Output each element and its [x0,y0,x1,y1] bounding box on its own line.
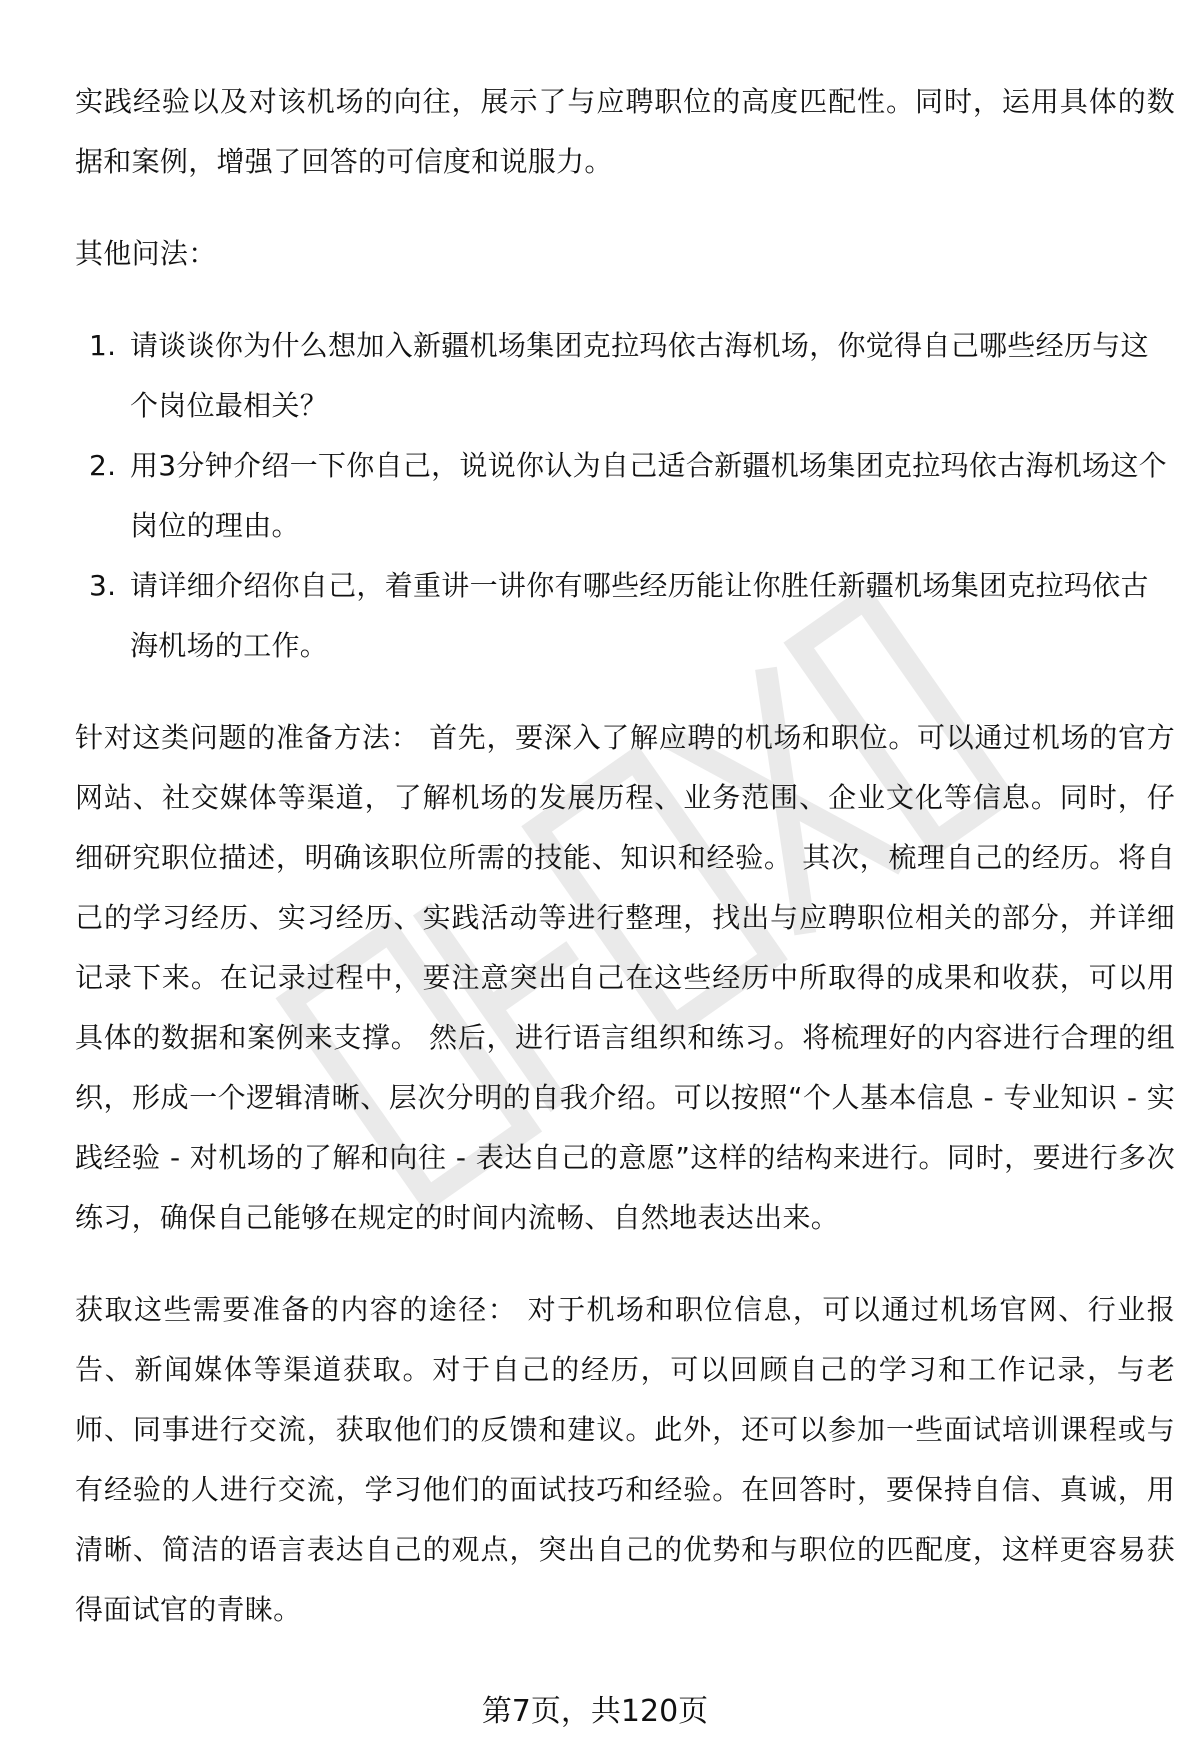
list-item-number: 2. [89,449,117,482]
list-item-text: 用3分钟介绍一下你自己，说说你认为自己适合新疆机场集团克拉玛依古海机场这个岗位的理由。 [130,449,1167,542]
document-body [75,72,1175,1640]
intro-paragraph: 实践经验以及对该机场的向往，展示了与应聘职位的高度匹配性。同时，运用具体的数据和案例，增强了回答的可信度和说服力。 [75,85,1175,178]
list-item [75,316,1175,436]
prep-method-paragraph: 针对这类问题的准备方法： 首先，要深入了解应聘的机场和职位。可以通过机场的官方网站、社交媒体等渠道，了解机场的发展历程、业务范围、企业文化等信息。同时，仔细研究职位描述，明确该职位所需的技能、知识和经验。 其次，梳理自己的经历。将自己的学习经历、实习经历、实践活动等进行整理，找出与应聘职位相关的部分，并详细记录下来。在记录过程中，要注意突出自己在这些经历中所取得的成果和收获，可以用具体的数据和案例来支撑。 然后，进行语言组织和练习。将梳理好的内容进行合理的组织，形成一个逻辑清晰、层次分明的自我介绍。可以按照“个人基本信息 - 专业知识 - 实践经验 - 对机场的了解和向往 - 表达自己的意愿”这样的结构来进行。同时，要进行多次练习，确保自己能够在规定的时间内流畅、自然地表达出来。 [75,721,1175,1234]
list-item-text: 请详细介绍你自己，着重讲一讲你有哪些经历能让你胜任新疆机场集团克拉玛依古海机场的工作。 [130,569,1149,662]
list-item [75,436,1175,556]
page-number-footer: 第7页，共120页 [481,1694,709,1729]
list-item-number: 3. [89,569,117,602]
list-item-text: 请谈谈你为什么想加入新疆机场集团克拉玛依古海机场，你觉得自己哪些经历与这个岗位最相关？ [130,329,1149,422]
list-item [75,556,1175,676]
other-questions-heading: 其他问法： [75,237,217,270]
sources-paragraph: 获取这些需要准备的内容的途径： 对于机场和职位信息，可以通过机场官网、行业报告、新闻媒体等渠道获取。对于自己的经历，可以回顾自己的学习和工作记录，与老师、同事进行交流，获取他们的反馈和建议。此外，还可以参加一些面试培训课程或与有经验的人进行交流，学习他们的面试技巧和经验。在回答时，要保持自信、真诚，用清晰、简洁的语言表达自己的观点，突出自己的优势和与职位的匹配度，这样更容易获得面试官的青睐。 [75,1293,1175,1626]
list-item-number: 1. [89,329,117,362]
question-list [75,316,1175,676]
